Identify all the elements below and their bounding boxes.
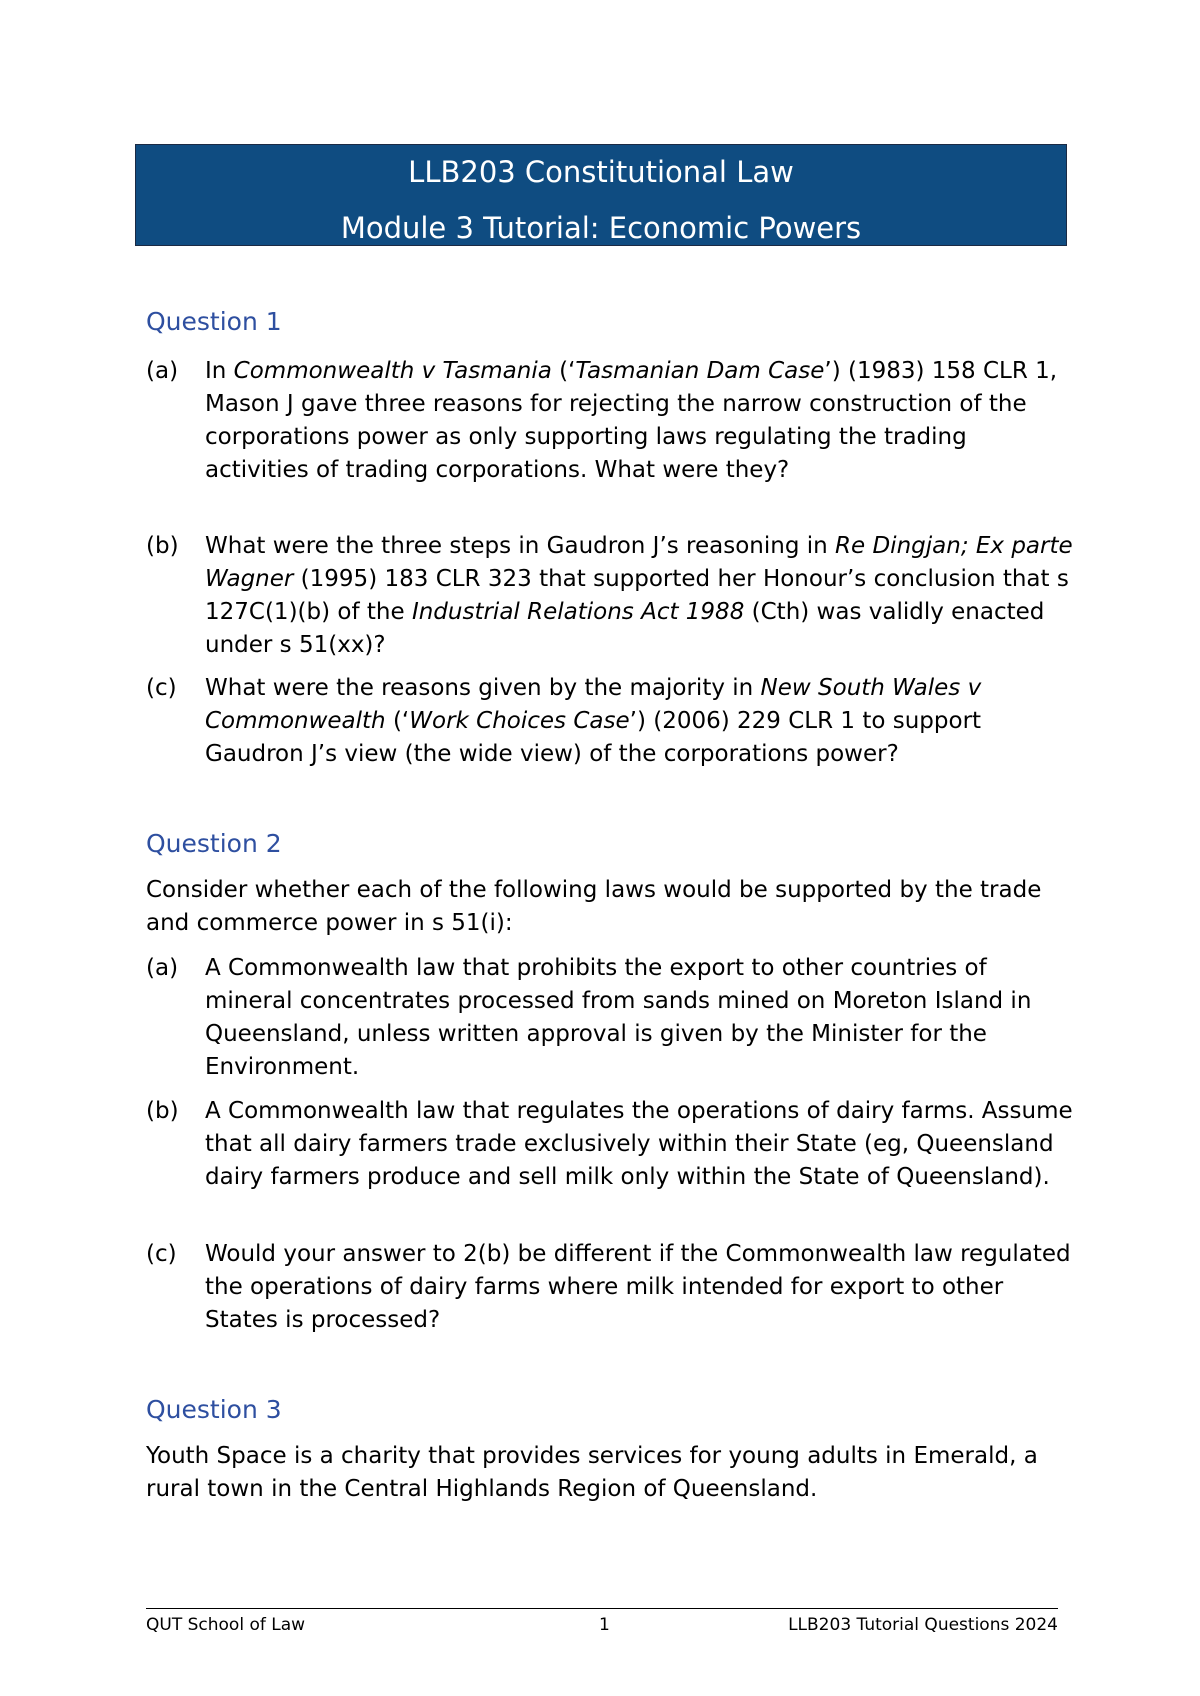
item-text: A Commonwealth law that regulates the operations of dairy farms. Assume that all dairy farmers trade exclusively within their State (eg, Queensland dairy farmers produce and sell milk only within the State of Queensland). [205, 1098, 1073, 1190]
item-text: A Commonwealth law that prohibits the export to other countries of mineral concentrates processed from sands mined on Moreton Island in Queensland, unless written approval is given by the Minister for the Environment. [205, 955, 1032, 1080]
footer-school: QUT School of Law [146, 1615, 306, 1635]
footer-page-number: 1 [599, 1615, 610, 1635]
question-2a [146, 952, 1076, 1084]
footer-course: LLB203 Tutorial Questions 2024 [788, 1615, 1058, 1635]
question-2-heading: Question 2 [146, 829, 282, 858]
question-2c [146, 1238, 1076, 1337]
item-label: (c) [146, 675, 177, 701]
item-label: (c) [146, 1241, 177, 1267]
document-title: LLB203 Constitutional Law [408, 155, 794, 189]
question-1c [146, 672, 1076, 771]
item-label: (a) [146, 358, 179, 384]
question-1a [146, 355, 1076, 487]
question-2-intro: Consider whether each of the following laws would be supported by the trade and commerce power in s 51(i): [146, 877, 1042, 936]
item-text: Would your answer to 2(b) be different if the Commonwealth law regulated the operations of dairy farms where milk intended for export to other States is processed? [205, 1241, 1071, 1333]
question-3-body: Youth Space is a charity that provides services for young adults in Emerald, a rural town in the Central Highlands Region of Queensland. [146, 1443, 1038, 1502]
item-label: (a) [146, 955, 179, 981]
title-banner [135, 144, 1067, 246]
page-footer [146, 1608, 1058, 1635]
item-text: What were the three steps in Gaudron J’s reasoning in Re Dingjan; Ex parte Wagner (1995) 183 CLR 323 that supported her Honour’s conclusion that s 127C(1)(b) of the Industrial Relations Act 1988 (Cth) was validly enacted under s 51(xx)? [205, 533, 1073, 658]
item-label: (b) [146, 1098, 179, 1124]
document-subtitle: Module 3 Tutorial: Economic Powers [340, 211, 862, 245]
item-label: (b) [146, 533, 179, 559]
question-1-heading: Question 1 [146, 307, 282, 336]
question-1b [146, 530, 1076, 662]
item-text: In Commonwealth v Tasmania (‘Tasmanian Dam Case’) (1983) 158 CLR 1, Mason J gave three reasons for rejecting the narrow construction of the corporations power as only supporting laws regulating the trading activities of trading corporations. What were they? [205, 358, 1058, 483]
question-3-heading: Question 3 [146, 1395, 282, 1424]
item-text: What were the reasons given by the majority in New South Wales v Commonwealth (‘Work Choices Case’) (2006) 229 CLR 1 to support Gaudron J’s view (the wide view) of the corporations power? [205, 675, 982, 767]
question-2b [146, 1095, 1076, 1194]
